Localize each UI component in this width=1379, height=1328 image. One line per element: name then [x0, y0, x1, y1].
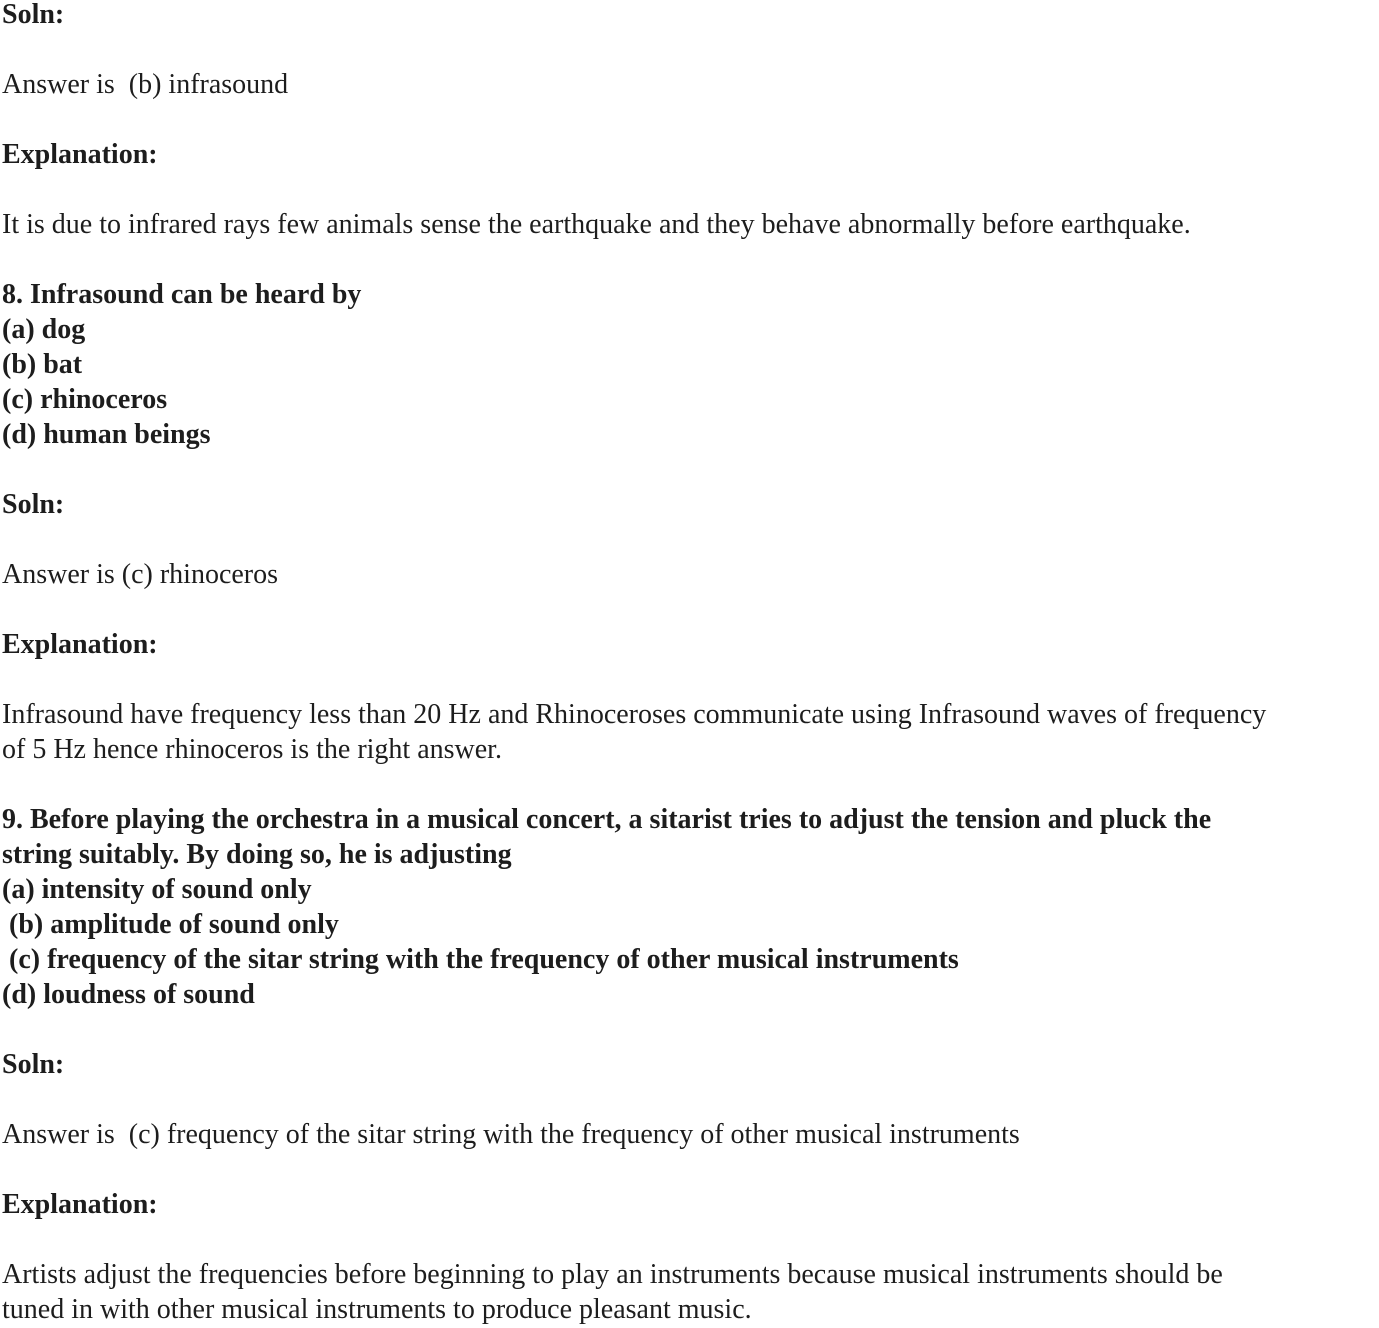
option-d: (d) human beings: [2, 419, 211, 450]
option-a: (a) dog: [2, 314, 86, 345]
option-b: (b) bat: [2, 349, 83, 380]
q8-question-block: [2, 277, 1375, 452]
explanation-heading: Explanation:: [2, 629, 158, 660]
soln-heading: Soln:: [2, 1049, 65, 1080]
explanation-text: It is due to infrared rays few animals sense the earthquake and they behave abnormally before earthquake.: [2, 209, 1191, 240]
explanation-text: [2, 697, 1375, 767]
answer-text: Answer is (c) rhinoceros: [2, 559, 279, 590]
soln-heading: Soln:: [2, 0, 65, 30]
question-text: 8. Infrasound can be heard by: [2, 279, 362, 310]
soln-heading: Soln:: [2, 489, 65, 520]
q9-section: [2, 802, 1375, 1327]
q8-section: [2, 277, 1375, 767]
explanation-text: [2, 1257, 1375, 1327]
option-a: (a) intensity of sound only: [2, 874, 312, 905]
explanation-line: Infrasound have frequency less than 20 Hz and Rhinoceroses communicate using Infrasound waves of frequency: [2, 699, 1267, 730]
option-b: (b) amplitude of sound only: [2, 909, 339, 940]
explanation-heading: Explanation:: [2, 1189, 158, 1220]
explanation-line: Artists adjust the frequencies before beginning to play an instruments because musical instruments should be: [2, 1259, 1223, 1290]
option-c: (c) frequency of the sitar string with the frequency of other musical instruments: [2, 944, 959, 975]
question-line: 9. Before playing the orchestra in a musical concert, a sitarist tries to adjust the tension and pluck the: [2, 804, 1212, 835]
q7-solution-section: [2, 0, 1375, 242]
option-d: (d) loudness of sound: [2, 979, 255, 1010]
explanation-heading: Explanation:: [2, 139, 158, 170]
question-line: string suitably. By doing so, he is adjusting: [2, 839, 512, 870]
explanation-line: tuned in with other musical instruments to produce pleasant music.: [2, 1294, 752, 1325]
q9-question-block: [2, 802, 1375, 1012]
explanation-line: of 5 Hz hence rhinoceros is the right answer.: [2, 734, 502, 765]
option-c: (c) rhinoceros: [2, 384, 168, 415]
answer-text: Answer is (c) frequency of the sitar string with the frequency of other musical instruments: [2, 1119, 1020, 1150]
answer-text: Answer is (b) infrasound: [2, 69, 289, 100]
